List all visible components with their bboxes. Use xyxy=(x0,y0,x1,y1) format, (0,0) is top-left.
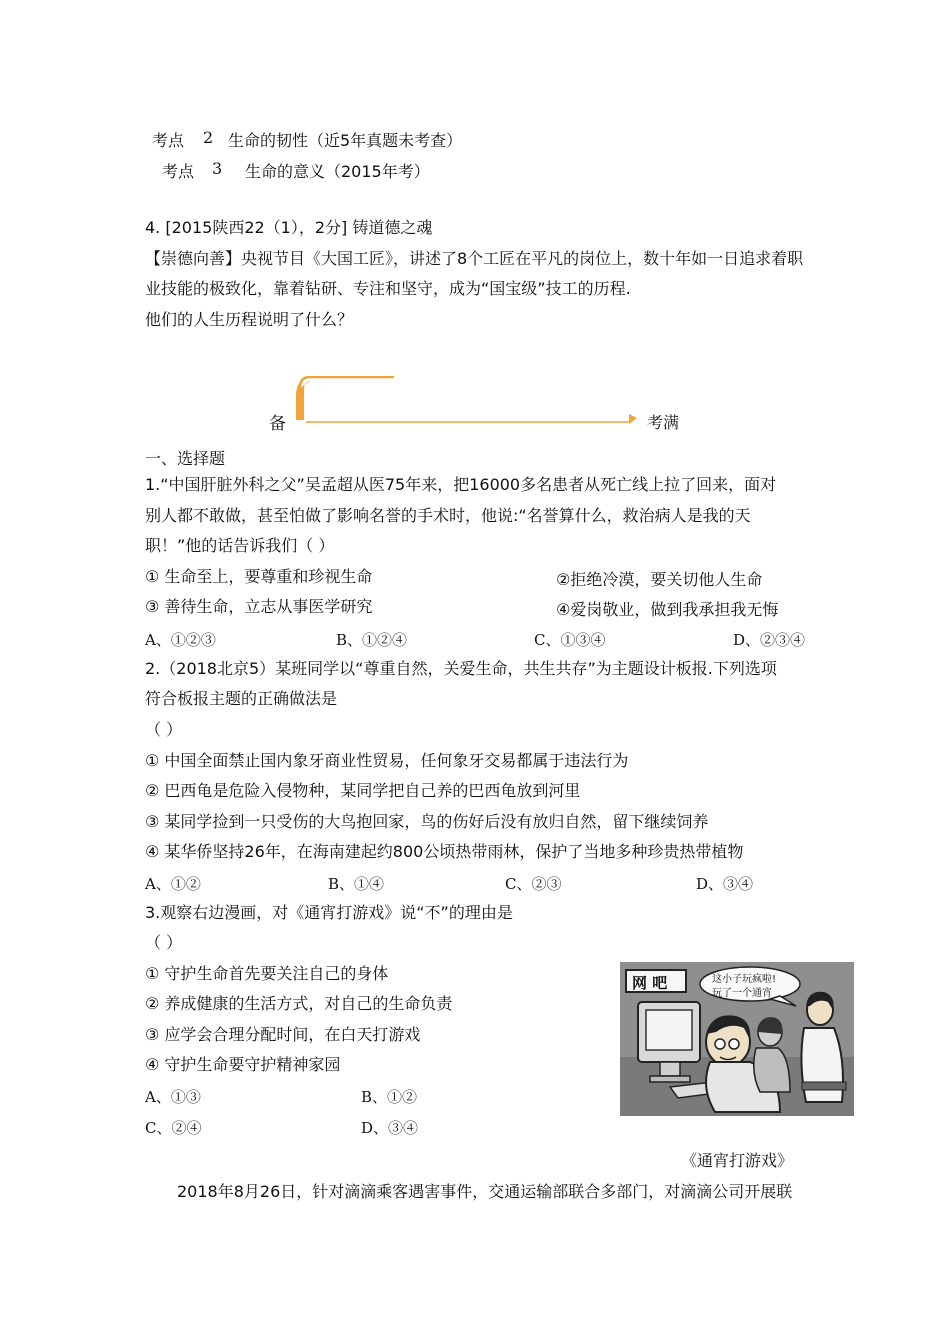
q3-option-c[interactable]: C、②④ xyxy=(145,1119,202,1137)
question4-header: 4. [2015陕西22（1），2分] 铸道德之魂 xyxy=(145,218,433,237)
q1-option-a[interactable]: A、①②③ xyxy=(145,631,216,649)
q2-option-a[interactable]: A、①② xyxy=(145,875,201,893)
choice-section-title: 一、选择题 xyxy=(145,449,226,468)
point2-label: 考点 xyxy=(152,131,185,150)
q3-option-a[interactable]: A、①③ xyxy=(145,1088,201,1106)
point2-number: 2 xyxy=(203,128,214,147)
q1-stem-line1: 1.“中国肝脏外科之父”吴孟超从医75年来，把16000多名患者从死亡线上拉了回来，面对 xyxy=(145,475,777,494)
q2-stem-line3: （ ） xyxy=(145,720,183,739)
q3-statement-3: ③ 应学会合理分配时间，在白天打游戏 xyxy=(145,1025,421,1044)
question4-body-line2: 业技能的极致化，靠着钻研、专注和坚守，成为“国宝级”技工的历程. xyxy=(145,279,631,298)
comic-bubble-line2: 玩了一个通宵 xyxy=(712,988,772,999)
comic-sign-text: 网 吧 xyxy=(632,974,668,992)
point3-label: 考点 xyxy=(162,162,195,181)
question4-body-line3: 他们的人生历程说明了什么？ xyxy=(145,310,354,329)
q2-statement-2: ② 巴西龟是危险入侵物种，某同学把自己养的巴西龟放到河里 xyxy=(145,781,581,800)
q1-stem-line2: 别人都不敢做，甚至怕做了影响名誉的手术时，他说:“名誉算什么，救治病人是我的天 xyxy=(145,506,751,525)
q1-option-d[interactable]: D、②③④ xyxy=(733,631,806,649)
q1-statement-2: ②拒绝冷漠，要关切他人生命 xyxy=(556,570,763,589)
q2-statement-1: ① 中国全面禁止国内象牙商业性贸易，任何象牙交易都属于违法行为 xyxy=(145,751,629,770)
q2-stem-line2: 符合板报主题的正确做法是 xyxy=(145,689,338,708)
point3-number: 3 xyxy=(212,159,223,178)
q2-stem-line1: 2.（2018北京5）某班同学以“尊重自然，关爱生命，共生共存”为主题设计板报.下列选项 xyxy=(145,659,777,678)
q1-statement-1: ① 生命至上，要尊重和珍视生命 xyxy=(145,567,373,586)
comic-caption: 《通宵打游戏》 xyxy=(681,1151,794,1170)
q3-option-d[interactable]: D、③④ xyxy=(361,1119,419,1137)
q3-stem-line1: 3.观察右边漫画，对《通宵打游戏》说“不”的理由是 xyxy=(145,903,513,922)
q3-stem-line2: （ ） xyxy=(145,933,183,952)
q1-statement-4: ④爱岗敬业，做到我承担我无悔 xyxy=(556,600,779,619)
q1-option-b[interactable]: B、①②④ xyxy=(336,631,408,649)
comic-bubble-line1: 这小子玩疯啦! xyxy=(712,974,777,985)
question4-body-line1: 【崇德向善】央视节目《大国工匠》，讲述了8个工匠在平凡的岗位上，数十年如一日追求着职 xyxy=(145,249,804,268)
q2-option-d[interactable]: D、③④ xyxy=(696,875,754,893)
banner-left-text: 备 xyxy=(269,414,286,434)
banner-right-text: 考满 xyxy=(647,413,680,432)
q2-option-b[interactable]: B、①④ xyxy=(328,875,385,893)
q2-option-c[interactable]: C、②③ xyxy=(505,875,562,893)
q1-stem-line3: 职！”他的话告诉我们（ ） xyxy=(145,536,335,555)
q3-statement-1: ① 守护生命首先要关注自己的身体 xyxy=(145,964,389,983)
banner-bracket-decoration xyxy=(294,376,639,424)
q1-statement-3: ③ 善待生命，立志从事医学研究 xyxy=(145,597,373,616)
q1-option-c[interactable]: C、①③④ xyxy=(534,631,606,649)
q2-statement-3: ③ 某同学捡到一只受伤的大鸟抱回家，鸟的伤好后没有放归自然，留下继续饲养 xyxy=(145,812,709,831)
q2-statement-4: ④ 某华侨坚持26年，在海南建起约800公顷热带雨林，保护了当地多种珍贵热带植物 xyxy=(145,842,744,861)
point2-title: 生命的韧性（近5年真题未考查） xyxy=(228,131,463,150)
point3-title: 生命的意义（2015年考） xyxy=(245,162,430,181)
q3-statement-2: ② 养成健康的生活方式，对自己的生命负责 xyxy=(145,994,453,1013)
q3-statement-4: ④ 守护生命要守护精神家园 xyxy=(145,1055,341,1074)
comic-illustration xyxy=(620,962,854,1116)
q3-option-b[interactable]: B、①② xyxy=(361,1088,418,1106)
trailing-paragraph: 2018年8月26日，针对滴滴乘客遇害事件，交通运输部联合多部门，对滴滴公司开展联 xyxy=(177,1182,793,1201)
